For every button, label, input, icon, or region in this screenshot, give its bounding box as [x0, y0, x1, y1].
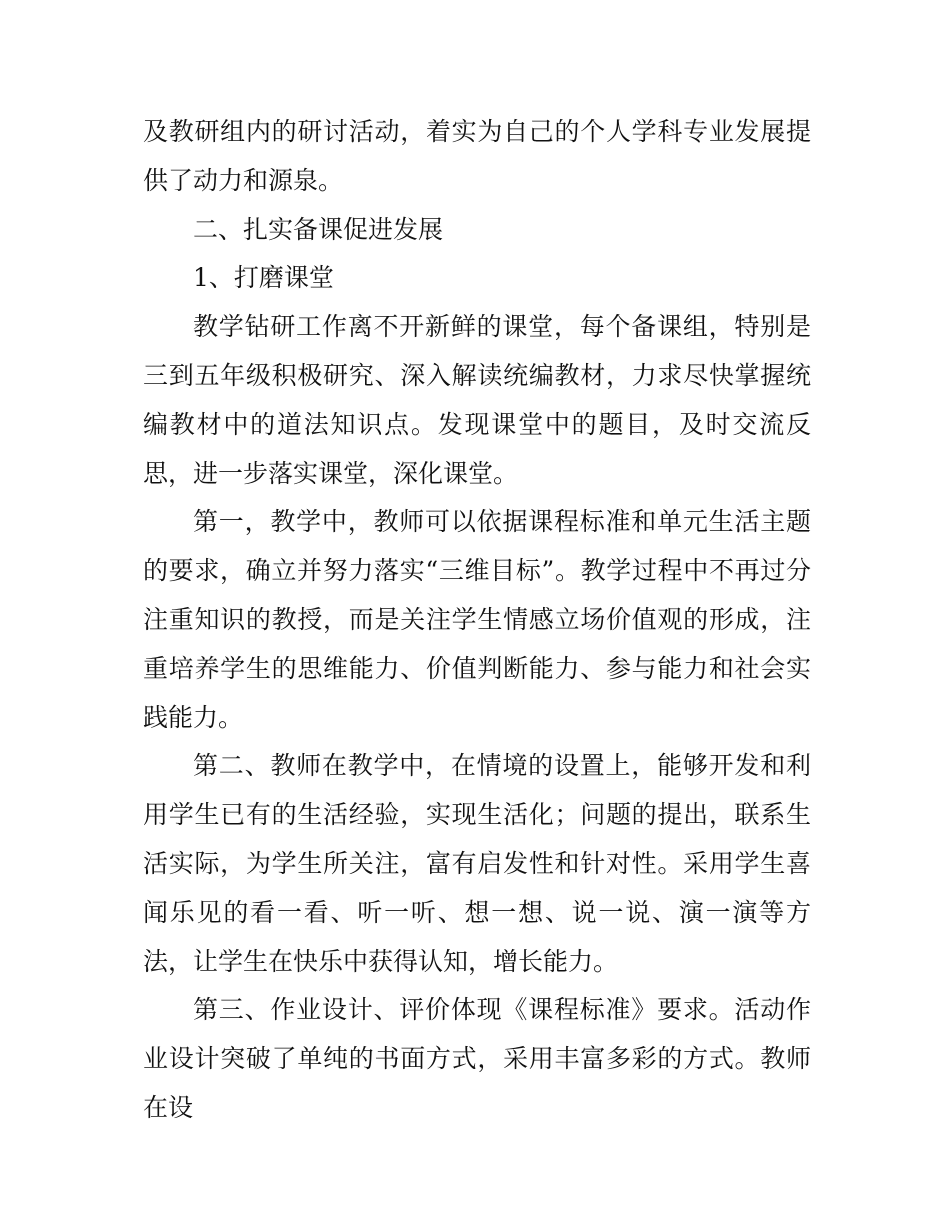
subsection-heading: 1、打磨课堂: [193, 263, 334, 293]
paragraph: 第二、教师在教学中，在情境的设置上，能够开发和利用学生已有的生活经验，实现生活化；问题的提出，联系生活实际，为学生所关注，富有启发性和针对性。采用学生喜闻乐见的看一看、听一听、想一想、说一说、演一演等方法，让学生在快乐中获得认知，增长能力。: [143, 751, 811, 976]
paragraph: 教学钻研工作离不开新鲜的课堂，每个备课组，特别是三到五年级积极研究、深入解读统编教材，力求尽快掌握统编教材中的道法知识点。发现课堂中的题目，及时交流反思，进一步落实课堂，深化课堂。: [143, 312, 811, 488]
paragraph: 第三、作业设计、评价体现《课程标准》要求。活动作业设计突破了单纯的书面方式，采用丰富多彩的方式。教师在设: [143, 995, 811, 1122]
section-heading: 二、扎实备课促进发展: [193, 214, 444, 244]
paragraph-continuation: 及教研组内的研讨活动，着实为自己的个人学科专业发展提供了动力和源泉。: [143, 117, 811, 195]
paragraph: 第一，教学中，教师可以依据课程标准和单元生活主题的要求，确立并努力落实“三维目标”。教学过程中不再过分注重知识的教授，而是关注学生情感立场价值观的形成，注重培养学生的思维能力、价值判断能力、参与能力和社会实践能力。: [143, 507, 811, 732]
document-body: [143, 108, 811, 1133]
